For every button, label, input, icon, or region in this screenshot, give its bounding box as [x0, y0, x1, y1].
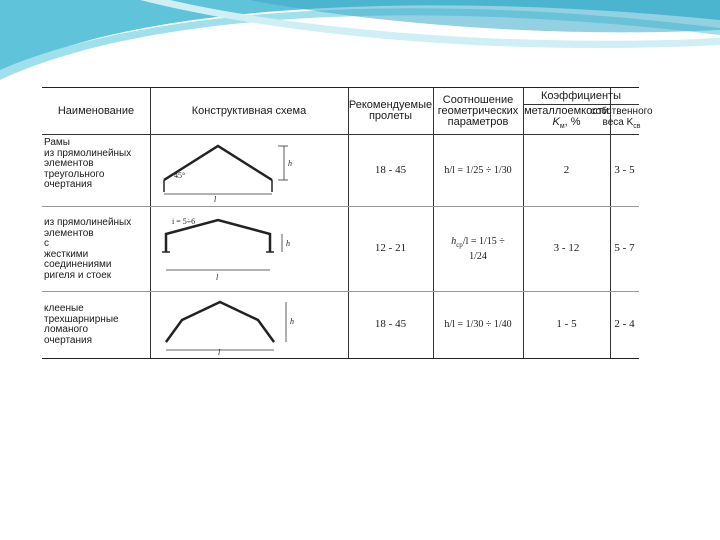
header-coefficients: Коэффициенты	[541, 89, 621, 102]
title-swoosh-decoration	[0, 0, 720, 90]
svg-text:45°: 45°	[174, 171, 186, 180]
frames-table	[42, 87, 653, 359]
row2-rigid-frame-scheme	[154, 212, 344, 286]
row2-self: 5 - 7	[614, 242, 635, 254]
row1-self: 3 - 5	[614, 163, 635, 176]
row2-spans: 12 - 21	[374, 242, 407, 254]
row2-name: из прямолинейных элементов с жесткими соединениями ригеля и стоек	[44, 217, 132, 281]
row3-spans: 18 - 45	[374, 318, 407, 330]
header-scheme: Конструктивная схема	[191, 104, 307, 117]
svg-text:l: l	[214, 195, 217, 204]
header-self-weight	[590, 104, 653, 134]
svg-text:l: l	[216, 273, 219, 282]
header-metal-label: металлоемкости	[524, 104, 609, 117]
row1-spans: 18 - 45	[374, 163, 407, 176]
row3-metal: 1 - 5	[556, 318, 577, 330]
row1-ratio: h/l = 1/25 ÷ 1/30	[444, 164, 512, 176]
header-self-label: собственного	[590, 106, 653, 117]
header-ratio: Соотношение геометрических параметров	[437, 93, 519, 128]
header-name: Наименование	[57, 104, 135, 117]
svg-text:h: h	[288, 159, 292, 168]
svg-text:i = 5÷6: i = 5÷6	[172, 217, 196, 226]
row1-triangular-frame-scheme	[154, 138, 344, 204]
row1-metal: 2	[563, 163, 570, 176]
svg-text:l: l	[218, 348, 221, 356]
header-metal-symbol: $K_м$, %	[552, 115, 581, 131]
row2-ratio-h: $h_{ср}/l = 1/15$ ÷ 1/24	[451, 235, 505, 262]
row2-metal: 3 - 12	[553, 242, 580, 254]
row3-self: 2 - 4	[614, 318, 635, 330]
header-spans: Рекомендуемые пролеты	[348, 99, 433, 122]
svg-text:h: h	[290, 317, 294, 326]
row2-ratio	[433, 206, 523, 291]
row3-name: клееные трехшарнирные ломаного очертания	[44, 303, 119, 346]
row3-ratio: h/l = 1/30 ÷ 1/40	[444, 319, 512, 330]
header-self-symbol: веса $K_{св}$	[602, 117, 641, 130]
svg-text:h: h	[286, 239, 290, 248]
row3-broken-outline-frame-scheme	[154, 294, 344, 356]
row1-name: Рамы из прямолинейных элементов треугольного очертания	[44, 137, 132, 190]
